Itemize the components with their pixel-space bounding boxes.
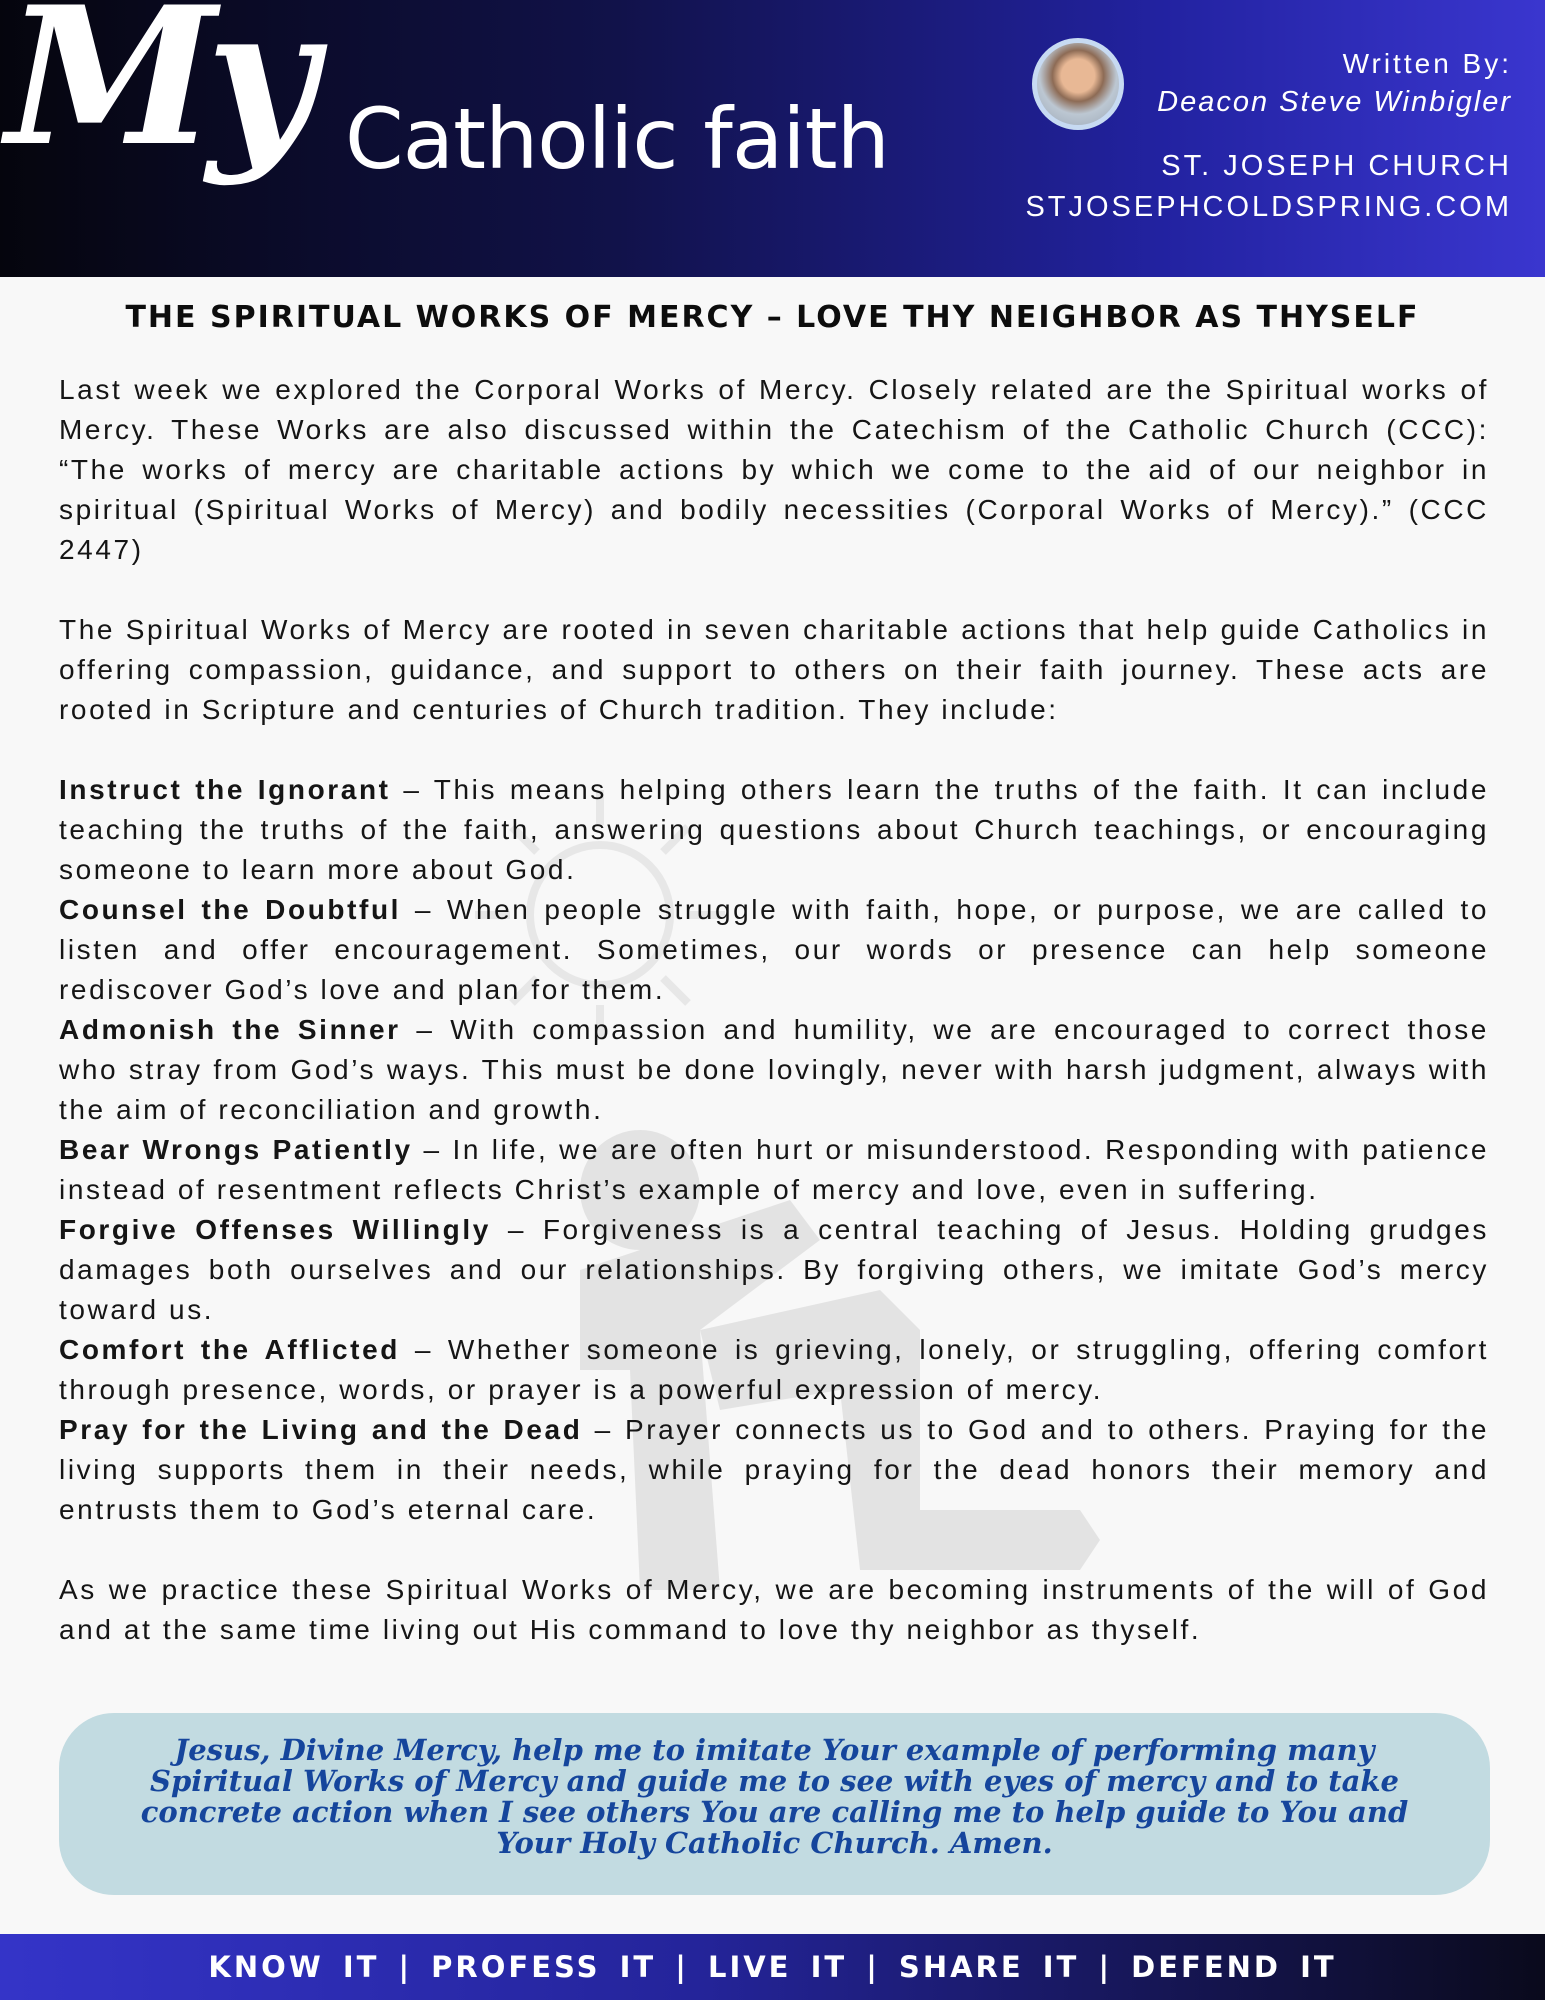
work-term: Admonish the Sinner — [59, 1014, 401, 1045]
work-item-bear-wrongs — [59, 1130, 1489, 1210]
work-term: Comfort the Afflicted — [59, 1334, 400, 1365]
work-item-comfort — [59, 1330, 1489, 1410]
work-term: Pray for the Living and the Dead — [59, 1414, 583, 1445]
work-term: Bear Wrongs Patiently — [59, 1134, 413, 1165]
church-website: STJOSEPHCOLDSPRING.COM — [1025, 191, 1512, 223]
article-body — [59, 370, 1489, 1650]
written-by-label: Written By: — [1342, 48, 1512, 79]
closing-paragraph: As we practice these Spiritual Works of Mercy, we are becoming instruments of the will of God and at the same time living out His command to love thy neighbor as thyself. — [59, 1574, 1489, 1645]
author-photo — [1032, 38, 1124, 130]
article-title: THE SPIRITUAL WORKS OF MERCY – LOVE THY NEIGHBOR AS THYSELF — [125, 300, 1420, 335]
prayer-text: Jesus, Divine Mercy, help me to imitate Your example of performing many Spiritual Works of Mercy and guide me to see with eyes of mercy and to take concrete action when I see others You are calling me to help guide to You and Your Holy Catholic Church. Amen. — [140, 1733, 1409, 1860]
work-description: – This means helping others learn the truths of the faith. It can include teaching the truths of the faith, answering questions about Church teachings, or encouraging someone to learn more about God. — [59, 774, 1490, 885]
footer-banner — [0, 1934, 1545, 2000]
work-term: Counsel the Doubtful — [59, 894, 402, 925]
prayer-box — [59, 1713, 1490, 1895]
work-item-counsel — [59, 890, 1489, 1010]
work-term: Instruct the Ignorant — [59, 774, 391, 805]
work-item-forgive — [59, 1210, 1489, 1330]
work-description: – Prayer connects us to God and to others. Praying for the living supports them in their needs, while praying for the dead honors their memory and entrusts them to God’s eternal care. — [59, 1414, 1489, 1525]
intro-paragraph-2: The Spiritual Works of Mercy are rooted in seven charitable actions that help guide Catholics in offering compassion, guidance, and support to others on their faith journey. These acts are rooted in Scripture and centuries of Church tradition. They include: — [59, 614, 1489, 725]
work-item-admonish — [59, 1010, 1489, 1130]
work-description: – Whether someone is grieving, lonely, or struggling, offering comfort through presence, words, or prayer is a powerful expression of mercy. — [59, 1334, 1489, 1405]
intro-paragraph-1: Last week we explored the Corporal Works of Mercy. Closely related are the Spiritual works of Mercy. These Works are also discussed within the Catechism of the Catholic Church (CCC): “The works of mercy are charitable actions by which we come to the aid of our neighbor in spiritual (Spiritual Works of Mercy) and bodily necessities (Corporal Works of Mercy).” (CCC 2447) — [59, 374, 1489, 565]
work-term: Forgive Offenses Willingly — [59, 1214, 491, 1245]
work-description: – With compassion and humility, we are encouraged to correct those who stray from God’s ways. This must be done lovingly, never with harsh judgment, always with the aim of reconciliation and growth. — [59, 1014, 1489, 1125]
header-banner — [0, 0, 1545, 277]
work-description: – When people struggle with faith, hope, or purpose, we are called to listen and offer encouragement. Sometimes, our words or presence can help someone rediscover God’s love and plan for them. — [59, 894, 1490, 1005]
work-item-instruct — [59, 770, 1489, 890]
author-name: Deacon Steve Winbigler — [1157, 86, 1512, 118]
footer-tagline: KNOW IT | PROFESS IT | LIVE IT | SHARE IT | DEFEND IT — [208, 1950, 1337, 1984]
work-description: – Forgiveness is a central teaching of Jesus. Holding grudges damages both ourselves and our relationships. By forgiving others, we imitate God’s mercy toward us. — [59, 1214, 1490, 1325]
church-name: ST. JOSEPH CHURCH — [1161, 150, 1512, 182]
work-item-pray — [59, 1410, 1489, 1530]
logo-catholic-faith: Catholic faith — [345, 90, 889, 188]
work-description: – In life, we are often hurt or misunderstood. Responding with patience instead of resentment reflects Christ’s example of mercy and love, even in suffering. — [59, 1134, 1489, 1205]
logo-my: My — [6, 0, 307, 188]
